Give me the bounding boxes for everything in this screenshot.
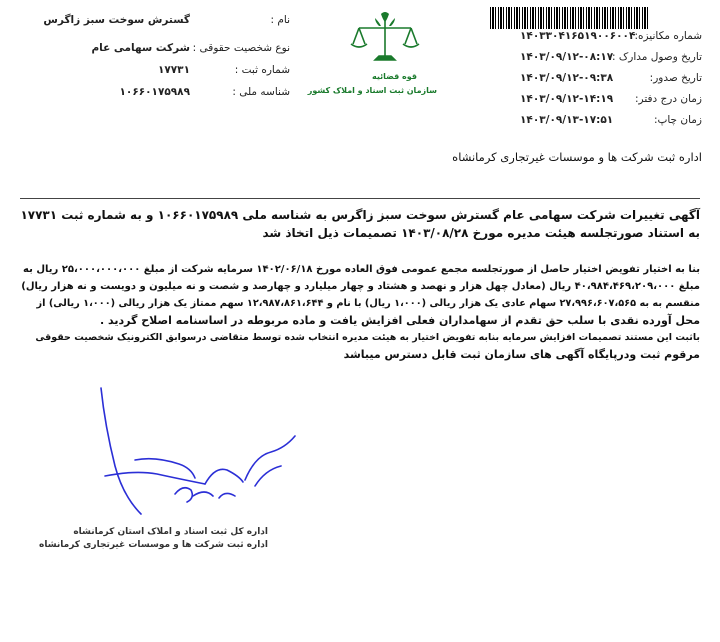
divider-line (20, 198, 700, 199)
company-label: نوع شخصیت حقوقی : (192, 42, 290, 54)
notice-title-line: به استناد صورتجلسه هیئت مدیره مورخ ۱۴۰۳/۰۸/۲۸ تصمیمات ذیل اتخاذ شد (262, 226, 700, 240)
company-value: گسترش سوخت سبز زاگرس (43, 14, 190, 26)
notice-body-line: مرقوم ثبت ودرپایگاه آگهی های سازمان ثبت قابل دسترس میباشد (343, 348, 700, 361)
meta-label: زمان چاپ: (653, 114, 702, 126)
judiciary-logo (307, 12, 437, 98)
notice-body-line: بنا به اختیار تفویض اختیار حاصل از صورتجلسه مجمع عمومی فوق العاده مورخ ۱۴۰۲/۰۶/۱۸ سرمایه شرکت از مبلغ ۲۵،۰۰۰،۰۰۰،۰۰۰ ریال به (23, 264, 700, 275)
scales-emblem-icon (335, 12, 435, 72)
company-value: شرکت سهامی عام (91, 42, 190, 54)
company-label: شناسه ملی : (232, 86, 290, 98)
company-value: ۱۷۷۳۱ (157, 64, 190, 76)
signature-text-1: اداره کل ثبت اسناد و املاک استان کرمانشاه (73, 527, 268, 537)
handwritten-signature-icon (95, 386, 305, 526)
meta-value: ۱۴۰۳۳۰۴۱۶۵۱۹۰۰۶۰۰۴ (520, 30, 636, 42)
meta-label: تاریخ صدور: (649, 72, 702, 84)
office-name: اداره ثبت شرکت ها و موسسات غیرتجاری کرمانشاه (452, 150, 702, 164)
meta-value: ۱۴۰۳/۰۹/۱۲-۰۹:۳۸ (520, 72, 614, 84)
notice-body-line: مبلغ ۴۰،۹۸۴،۴۶۹،۲۰۹،۰۰۰ ریال (معادل چهل هزار و نهصد و هشتاد و چهار میلیارد و چهارصد و شصت و نه میلیون و دویست و نه هزار ریال) (21, 281, 700, 292)
meta-label: زمان درج دفتر: (635, 93, 702, 105)
meta-value: ۱۴۰۳/۰۹/۱۲-۱۴:۱۹ (520, 93, 614, 105)
notice-body-line: منقسم به به ۲۷،۹۹۶،۶۰۷،۵۶۵ سهام عادی یک هزار ریالی (۱،۰۰۰ ریال) با نام و ۱۲،۹۸۷،۸۶۱،۶۴۴ سهم ممتاز یک هزار ریالی (۱،۰۰۰ ریالی) از (36, 298, 700, 309)
logo-text-1: قوه قضائیه (371, 72, 417, 81)
notice-title-line: آگهی تغییرات شرکت سهامی عام گسترش سوخت سبز زاگرس به شناسه ملی ۱۰۶۶۰۱۷۵۹۸۹ و به شماره ثبت ۱۷۷۳۱ (20, 208, 700, 222)
notice-body-line: باثبت این مستند تصمیمات افزایش سرمایه بنابه تفویض اختیار به هیئت مدیره انتخاب شده توسط متقاضی درسوابق الکترونیک شخصیت حقوقی (35, 332, 700, 343)
logo-text-2: سازمان ثبت اسناد و املاک کشور (307, 86, 437, 95)
company-value: ۱۰۶۶۰۱۷۵۹۸۹ (119, 86, 190, 98)
signature-text-2: اداره ثبت شرکت ها و موسسات غیرتجاری کرمانشاه (39, 540, 268, 550)
meta-value: ۱۴۰۳/۰۹/۱۲-۰۸:۱۷ (520, 51, 614, 63)
barcode-image (490, 7, 650, 29)
meta-label: تاریخ وصول مدارک : (611, 51, 702, 63)
signature-image (95, 386, 305, 526)
company-label: نام : (270, 14, 290, 26)
meta-value: ۱۴۰۳/۰۹/۱۳-۱۷:۵۱ (520, 114, 614, 126)
notice-body-line: محل آورده نقدی با سلب حق تقدم از سهامداران فعلی افزایش یافت و ماده مربوطه در اساسنامه اصلاح گردید . (99, 314, 700, 327)
company-label: شماره ثبت : (234, 64, 290, 76)
meta-label: شماره مکانیزه: (634, 30, 702, 42)
